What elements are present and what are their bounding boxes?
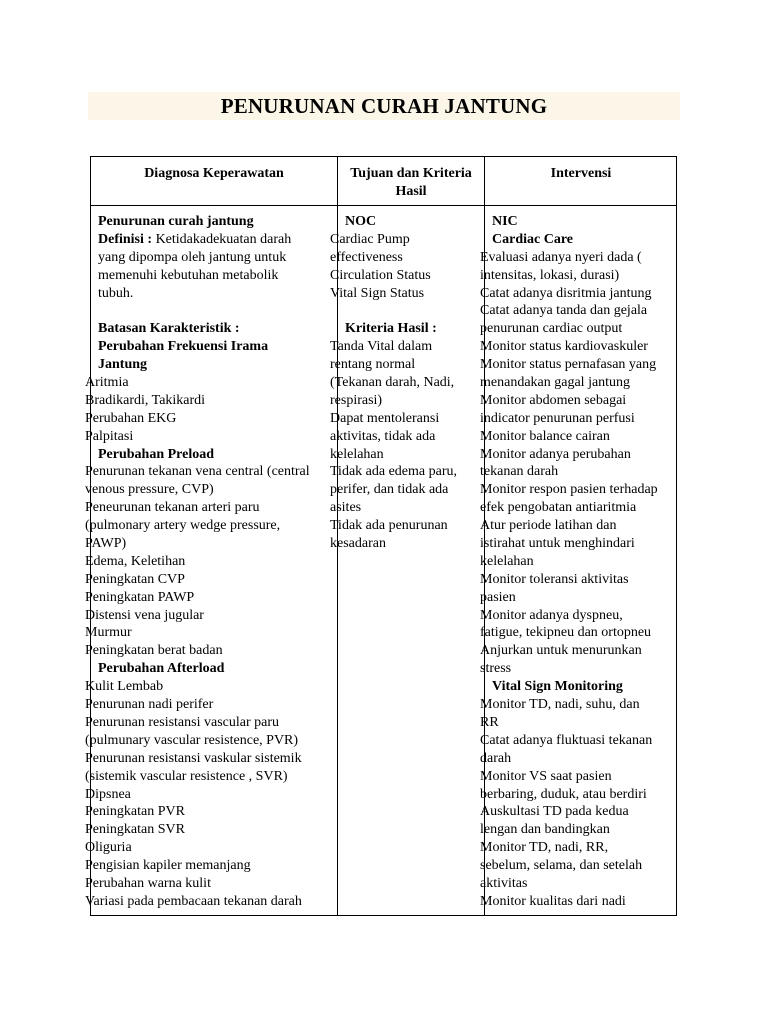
criteria-item: kelelahan [330, 446, 384, 462]
characteristic-item: Perubahan EKG [85, 410, 177, 426]
intervention-item: Monitor toleransi aktivitas [480, 571, 629, 587]
characteristic-item: Perubahan warna kulit [85, 875, 211, 891]
noc-item: Vital Sign Status [330, 285, 425, 301]
intervention-item: Anjurkan untuk menurunkan [480, 643, 642, 659]
page-title: PENURUNAN CURAH JANTUNG [220, 94, 548, 118]
subheading-frekuensi-cont: Jantung [98, 357, 148, 373]
criteria-item: Tidak ada edema paru, [330, 464, 457, 480]
criteria-item: Tanda Vital dalam [330, 339, 433, 355]
characteristic-item: Dipsnea [85, 786, 131, 802]
intervention-item: Monitor balance cairan [480, 428, 610, 444]
characteristic-item: Oliguria [85, 840, 132, 856]
intervention-item: lengan dan bandingkan [480, 822, 610, 838]
subheading-frekuensi: Perubahan Frekuensi Irama [98, 339, 269, 355]
criteria-item: kesadaran [330, 536, 386, 552]
characteristic-item: Aritmia [85, 375, 129, 391]
intervention-item: indicator penurunan perfusi [480, 410, 635, 426]
characteristic-item: Peningkatan berat badan [85, 643, 223, 659]
intervention-item: menandakan gagal jantung [480, 375, 631, 391]
criteria-item: respirasi) [330, 392, 383, 408]
characteristic-item: Kulit Lembab [85, 679, 164, 695]
diagnosa-column [85, 213, 337, 915]
subheading-afterload: Perubahan Afterload [98, 661, 225, 677]
definition-text: Ketidakadekuatan darah [155, 231, 292, 247]
characteristic-item: Edema, Keletihan [85, 553, 186, 569]
characteristic-item: Peneurunan tekanan arteri paru [85, 500, 260, 516]
characteristic-item: Palpitasi [85, 428, 134, 444]
intervention-item: Monitor adanya dyspneu, [480, 607, 623, 623]
intervention-item: Monitor status kardiovaskuler [480, 339, 648, 355]
intervention-item: stress [480, 661, 512, 677]
characteristic-item: Bradikardi, Takikardi [85, 392, 206, 408]
intervention-item: Catat adanya tanda dan gejala [480, 303, 648, 319]
subheading-preload: Perubahan Preload [98, 446, 215, 462]
intervention-item: RR [480, 714, 499, 730]
characteristic-item: Peningkatan CVP [85, 571, 185, 587]
criteria-item: (Tekanan darah, Nadi, [330, 375, 455, 391]
intervention-item: berbaring, duduk, atau berdiri [480, 786, 647, 802]
intervention-item: Evaluasi adanya nyeri dada ( [480, 249, 642, 265]
header-diagnosa: Diagnosa Keperawatan [144, 166, 284, 181]
noc-item: effectiveness [330, 249, 403, 265]
characteristic-item: venous pressure, CVP) [85, 482, 214, 498]
criteria-item: rentang normal [330, 357, 416, 373]
intervention-item: Catat adanya disritmia jantung [480, 285, 652, 301]
characteristic-item: Penurunan tekanan vena central (central [85, 464, 310, 480]
characteristic-item: Peningkatan PAWP [85, 589, 195, 605]
definition-cont: memenuhi kebutuhan metabolik [98, 267, 279, 283]
header-divider [91, 205, 676, 206]
criteria-item: Tidak ada penurunan [330, 518, 448, 534]
vital-sign-heading: Vital Sign Monitoring [492, 679, 623, 695]
intervention-item: efek pengobatan antiaritmia [480, 500, 637, 516]
intervention-item: Monitor VS saat pasien [480, 768, 612, 784]
characteristic-item: (pulmonary artery wedge pressure, [85, 518, 281, 534]
characteristic-item: (pulmunary vascular resistence, PVR) [85, 732, 299, 748]
intervention-item: pasien [480, 589, 516, 605]
intervention-item: Auskultasi TD pada kedua [480, 804, 629, 820]
noc-item: Cardiac Pump [330, 231, 410, 247]
header-intervensi: Intervensi [550, 166, 612, 181]
intervention-item: Monitor status pernafasan yang [480, 357, 657, 373]
definition-label: Definisi : [98, 231, 153, 247]
noc-heading: NOC [345, 214, 377, 229]
characteristic-item: Pengisian kapiler memanjang [85, 858, 251, 874]
care-plan-table [85, 156, 677, 916]
nic-heading: NIC [492, 214, 518, 229]
title-banner [88, 92, 680, 120]
intervention-item: Monitor kualitas dari nadi [480, 893, 626, 909]
characteristic-item: Variasi pada pembacaan tekanan darah [85, 893, 302, 909]
intervention-item: aktivitas [480, 875, 528, 891]
noc-item: Circulation Status [330, 267, 431, 283]
characteristic-item: Peningkatan PVR [85, 804, 185, 820]
characteristic-item: Peningkatan SVR [85, 822, 185, 838]
intervention-item: tekanan darah [480, 464, 559, 480]
intervention-item: kelelahan [480, 553, 534, 569]
intervention-item: Monitor TD, nadi, RR, [480, 840, 609, 856]
diagnosis-heading: Penurunan curah jantung [98, 214, 254, 229]
criteria-item: perifer, dan tidak ada [330, 482, 449, 498]
characteristic-item: Distensi vena jugular [85, 607, 204, 623]
intervention-item: Monitor TD, nadi, suhu, dan [480, 697, 640, 713]
definition-cont: yang dipompa oleh jantung untuk [98, 249, 287, 265]
characteristic-item: Penurunan resistansi vascular paru [85, 714, 279, 730]
criteria-item: aktivitas, tidak ada [330, 428, 436, 444]
tujuan-column [330, 213, 484, 915]
characteristic-item: (sistemik vascular resistence , SVR) [85, 768, 288, 784]
intervention-item: fatigue, tekipneu dan ortopneu [480, 625, 652, 641]
criteria-item: asites [330, 500, 362, 516]
intervention-item: Atur periode latihan dan [480, 518, 617, 534]
characteristic-item: Penurunan nadi perifer [85, 697, 214, 713]
definition-cont: tubuh. [98, 285, 134, 301]
header-tujuan: Tujuan dan Kriteria Hasil [350, 166, 472, 199]
intervention-item: darah [480, 750, 512, 766]
intervention-item: Monitor abdomen sebagai [480, 392, 627, 408]
intervention-item: istirahat untuk menghindari [480, 536, 635, 552]
batasan-heading: Batasan Karakteristik : [98, 321, 240, 337]
intervention-item: Catat adanya fluktuasi tekanan [480, 732, 653, 748]
characteristic-item: PAWP) [85, 536, 127, 552]
intervention-item: sebelum, selama, dan setelah [480, 858, 643, 874]
intervention-item: Monitor adanya perubahan [480, 446, 631, 462]
intervensi-column [480, 213, 677, 915]
characteristic-item: Murmur [85, 625, 132, 641]
criteria-item: Dapat mentoleransi [330, 410, 440, 426]
definition-line [91, 231, 337, 249]
intervention-item: intensitas, lokasi, durasi) [480, 267, 620, 283]
intervention-item: penurunan cardiac output [480, 321, 623, 337]
intervention-item: Monitor respon pasien terhadap [480, 482, 658, 498]
kriteria-heading: Kriteria Hasil : [345, 321, 437, 337]
characteristic-item: Penurunan resistansi vaskular sistemik [85, 750, 302, 766]
cardiac-care-heading: Cardiac Care [492, 231, 573, 247]
